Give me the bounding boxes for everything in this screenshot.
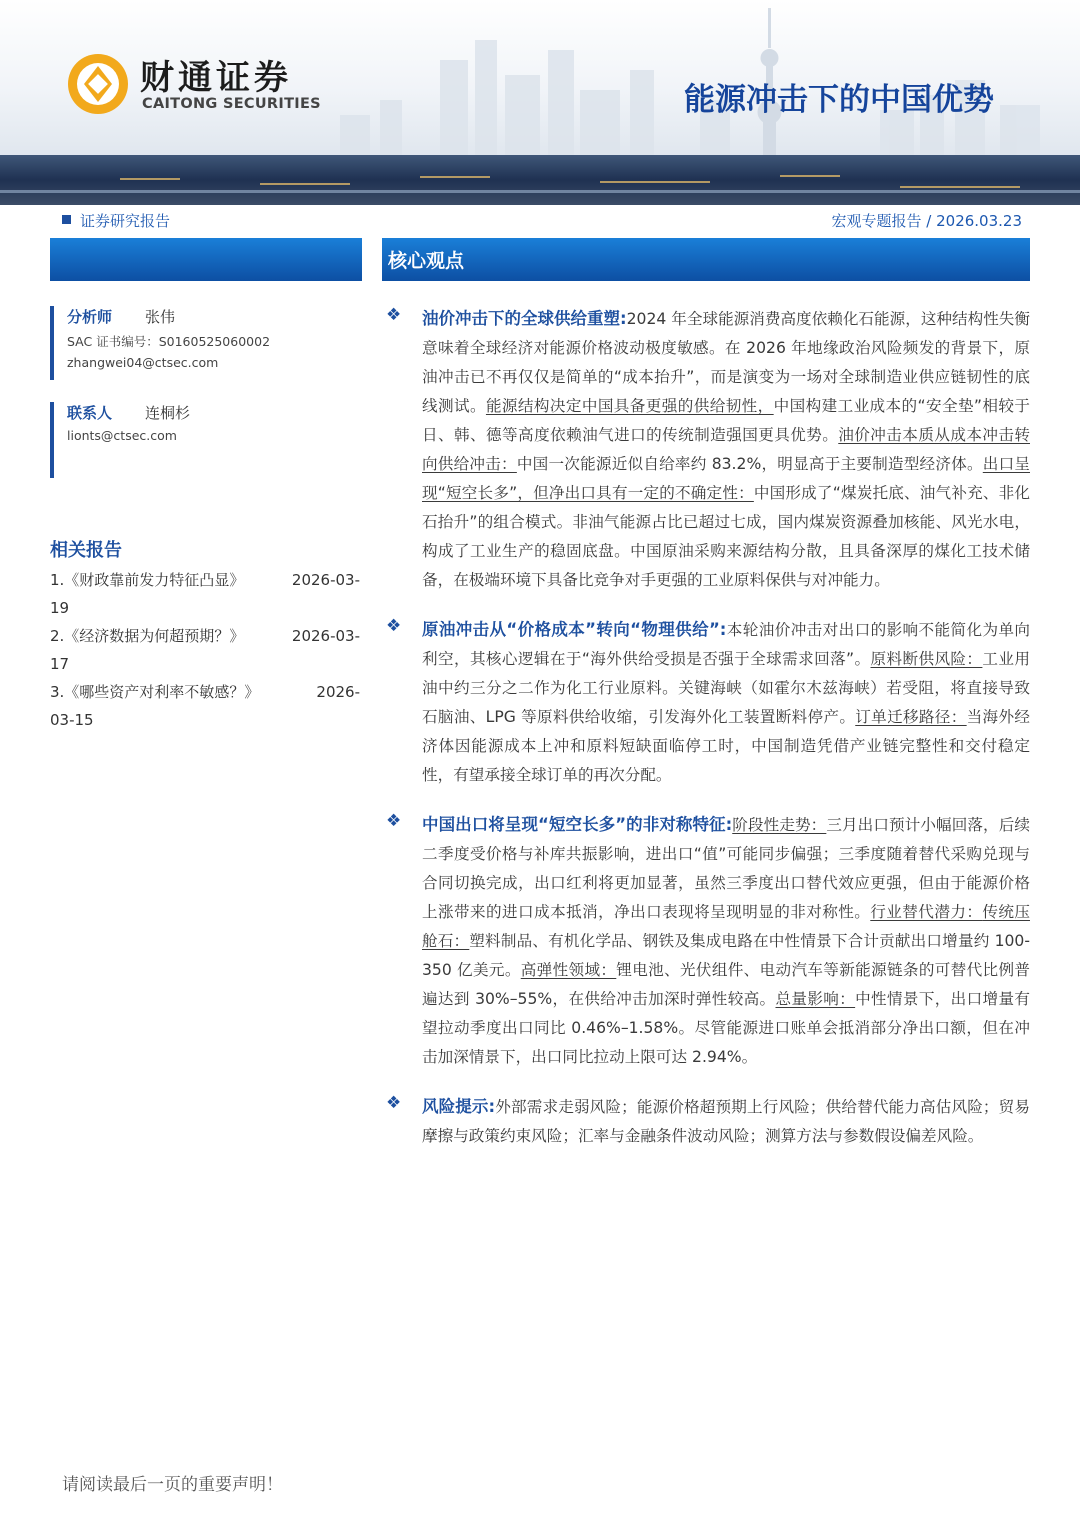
core-view-bullet [386, 1092, 1030, 1151]
diamond-bullet-icon: ❖ [386, 811, 402, 831]
bullet-text: 外部需求走弱风险；能源价格超预期上行风险；供给替代能力高估风险；贸易摩擦与政策约束风险；汇率与金融条件波动风险；测算方法与参数假设偏差风险。 [422, 1098, 1030, 1145]
related-report-date: 2026-03- [291, 571, 360, 589]
report-meta: 宏观专题报告 / 2026.03.23 [831, 212, 1022, 230]
bullet-key-phrase: 原料断供风险： [870, 650, 983, 668]
bullet-text: 塑料制品、有机化学品、钢铁及集成电路在中性情景下合计贡献出口增量约 100-350 亿美元。 [422, 932, 1030, 979]
related-report-title: 3.《哪些资产对利率不敏感？》 [50, 683, 260, 701]
related-report-title: 1.《财政靠前发力特征凸显》 [50, 571, 245, 589]
analyst-cert: SAC 证书编号：S0160525060002 [67, 334, 271, 349]
bullet-text: 中国形成了“煤炭托底、油气补充、非化石抬升”的组合模式。非油气能源占比已超过七成，国内煤炭资源叠加核能、风光水电，构成了工业生产的稳固底盘。中国原油采购来源结构分散，且具备深厚的煤化工技术储备，在极端环境下具备比竞争对手更强的工业原料保供与对冲能力。 [422, 484, 1030, 589]
analyst-block [50, 306, 270, 380]
bullet-text: 锂电池、光伏组件、电动汽车等新能源链条的可替代比例普遍达到 30%–55%，在供给冲击加深时弹性较高。 [422, 961, 1030, 1008]
core-views-content [386, 304, 1030, 1171]
related-report-date-cont: 19 [50, 599, 70, 617]
diamond-bullet-icon: ❖ [386, 305, 402, 325]
logo-chinese-name: 财通证券 [140, 58, 292, 98]
logo-english-name: CAITONG SECURITIES [142, 96, 321, 112]
related-report-item[interactable] [50, 566, 360, 622]
core-view-bullet [386, 810, 1030, 1072]
bullet-key-phrase: 能源结构决定中国具备更强的供给韧性， [485, 397, 774, 415]
core-view-bullet [386, 615, 1030, 790]
related-report-date-cont: 03-15 [50, 711, 94, 729]
bullet-key-phrase: 传统压舱石： [422, 903, 1030, 950]
core-view-bullet [386, 304, 1030, 595]
section-title: 核心观点 [388, 250, 465, 272]
related-report-item[interactable] [50, 678, 360, 734]
disclaimer-notice: 请阅读最后一页的重要声明！ [62, 1475, 283, 1495]
core-views-bar [382, 238, 1030, 281]
bullet-key-phrase: 总量影响： [775, 990, 856, 1008]
related-report-date: 2026- [316, 683, 360, 701]
related-reports-list [50, 566, 360, 734]
bullet-heading: 风险提示: [422, 1097, 496, 1116]
caitong-logo [66, 52, 334, 122]
related-report-date-cont: 17 [50, 655, 70, 673]
square-bullet-icon [62, 215, 71, 224]
diamond-bullet-icon: ❖ [386, 1093, 402, 1113]
bullet-key-phrase: 出口呈现“短空长多”，但净出口具有一定的不确定性： [422, 455, 1030, 502]
bullet-heading: 中国出口将呈现“短空长多”的非对称特征: [422, 815, 733, 834]
doc-type-text: 证券研究报告 [80, 212, 171, 230]
bullet-text: 中性情景下，出口增量有望拉动季度出口同比 0.46%–1.58%。尽管能源进口账单会抵消部分净出口额，但在冲击加深情景下，出口同比拉动上限可达 2.94%。 [422, 990, 1030, 1066]
contact-role: 联系人 [67, 404, 113, 422]
left-header-bar [50, 238, 362, 281]
bullet-paragraph [422, 304, 1030, 595]
doc-type-label [62, 210, 170, 231]
bullet-paragraph [422, 1092, 1030, 1151]
bullet-heading: 油价冲击下的全球供给重塑: [422, 309, 627, 328]
bullet-key-phrase: 订单迁移路径： [855, 708, 967, 726]
diamond-bullet-icon: ❖ [386, 616, 402, 636]
report-header [0, 0, 1080, 205]
related-reports-title: 相关报告 [50, 540, 122, 561]
bullet-text: 三月出口预计小幅回落，后续二季度受价格与补库共振影响，进出口“值”可能同步偏强；三季度随着替代采购兑现与合同切换完成，出口红利将更加显著，虽然三季度出口替代效应更强，但由于能源价格上涨带来的进口成本抵消，净出口表现将呈现明显的非对称性。 [422, 816, 1030, 921]
analyst-role: 分析师 [67, 308, 113, 326]
bullet-paragraph [422, 810, 1030, 1072]
bullet-text: 工业用油中约三分之二作为化工行业原料。关键海峡（如霍尔木兹海峡）若受阻，将直接导致石脑油、LPG 等原料供给收缩，引发海外化工装置断料停产。 [422, 650, 1030, 726]
bullet-text: 当海外经济体因能源成本上冲和原料短缺面临停工时，中国制造凭借产业链完整性和交付稳定性，有望承接全球订单的再次分配。 [422, 708, 1030, 784]
contact-email[interactable]: lionts@ctsec.com [67, 428, 177, 443]
bullet-text: 本轮油价冲击对出口的影响不能简化为单向利空，其核心逻辑在于“海外供给受损是否强于全球需求回落”。 [422, 621, 1030, 668]
bullet-text: 2024 年全球能源消费高度依赖化石能源，这种结构性失衡意味着全球经济对能源价格波动极度敏感。在 2026 年地缘政治风险频发的背景下，原油冲击已不再仅仅是简单的“成本抬升”，而是演变为一场对全球制造业供应链韧性的底线测试。 [422, 310, 1030, 415]
contact-block [50, 402, 190, 478]
bullet-key-phrase: 油价冲击本质从成本冲击转向供给冲击： [422, 426, 1030, 473]
bullet-heading: 原油冲击从“价格成本”转向“物理供给”: [422, 620, 727, 639]
bullet-key-phrase: 高弹性领域： [520, 961, 617, 979]
related-report-title: 2.《经济数据为何超预期？》 [50, 627, 245, 645]
bullet-text: 中国一次能源近似自给率约 83.2%，明显高于主要制造型经济体。 [516, 455, 983, 473]
caitong-logo-icon [66, 52, 130, 116]
analyst-email[interactable]: zhangwei04@ctsec.com [67, 355, 219, 370]
bullet-key-phrase: 阶段性走势： [732, 816, 827, 834]
bullet-key-phrase: 行业替代潜力： [870, 903, 983, 921]
contact-name: 连桐杉 [145, 404, 191, 422]
related-report-item[interactable] [50, 622, 360, 678]
analyst-name: 张伟 [145, 308, 176, 326]
bullet-paragraph [422, 615, 1030, 790]
report-title: 能源冲击下的中国优势 [684, 82, 994, 118]
bullet-text: 中国构建工业成本的“安全垫”相较于日、韩、德等高度依赖油气进口的传统制造强国更具优势。 [422, 397, 1030, 444]
related-report-date: 2026-03- [291, 627, 360, 645]
